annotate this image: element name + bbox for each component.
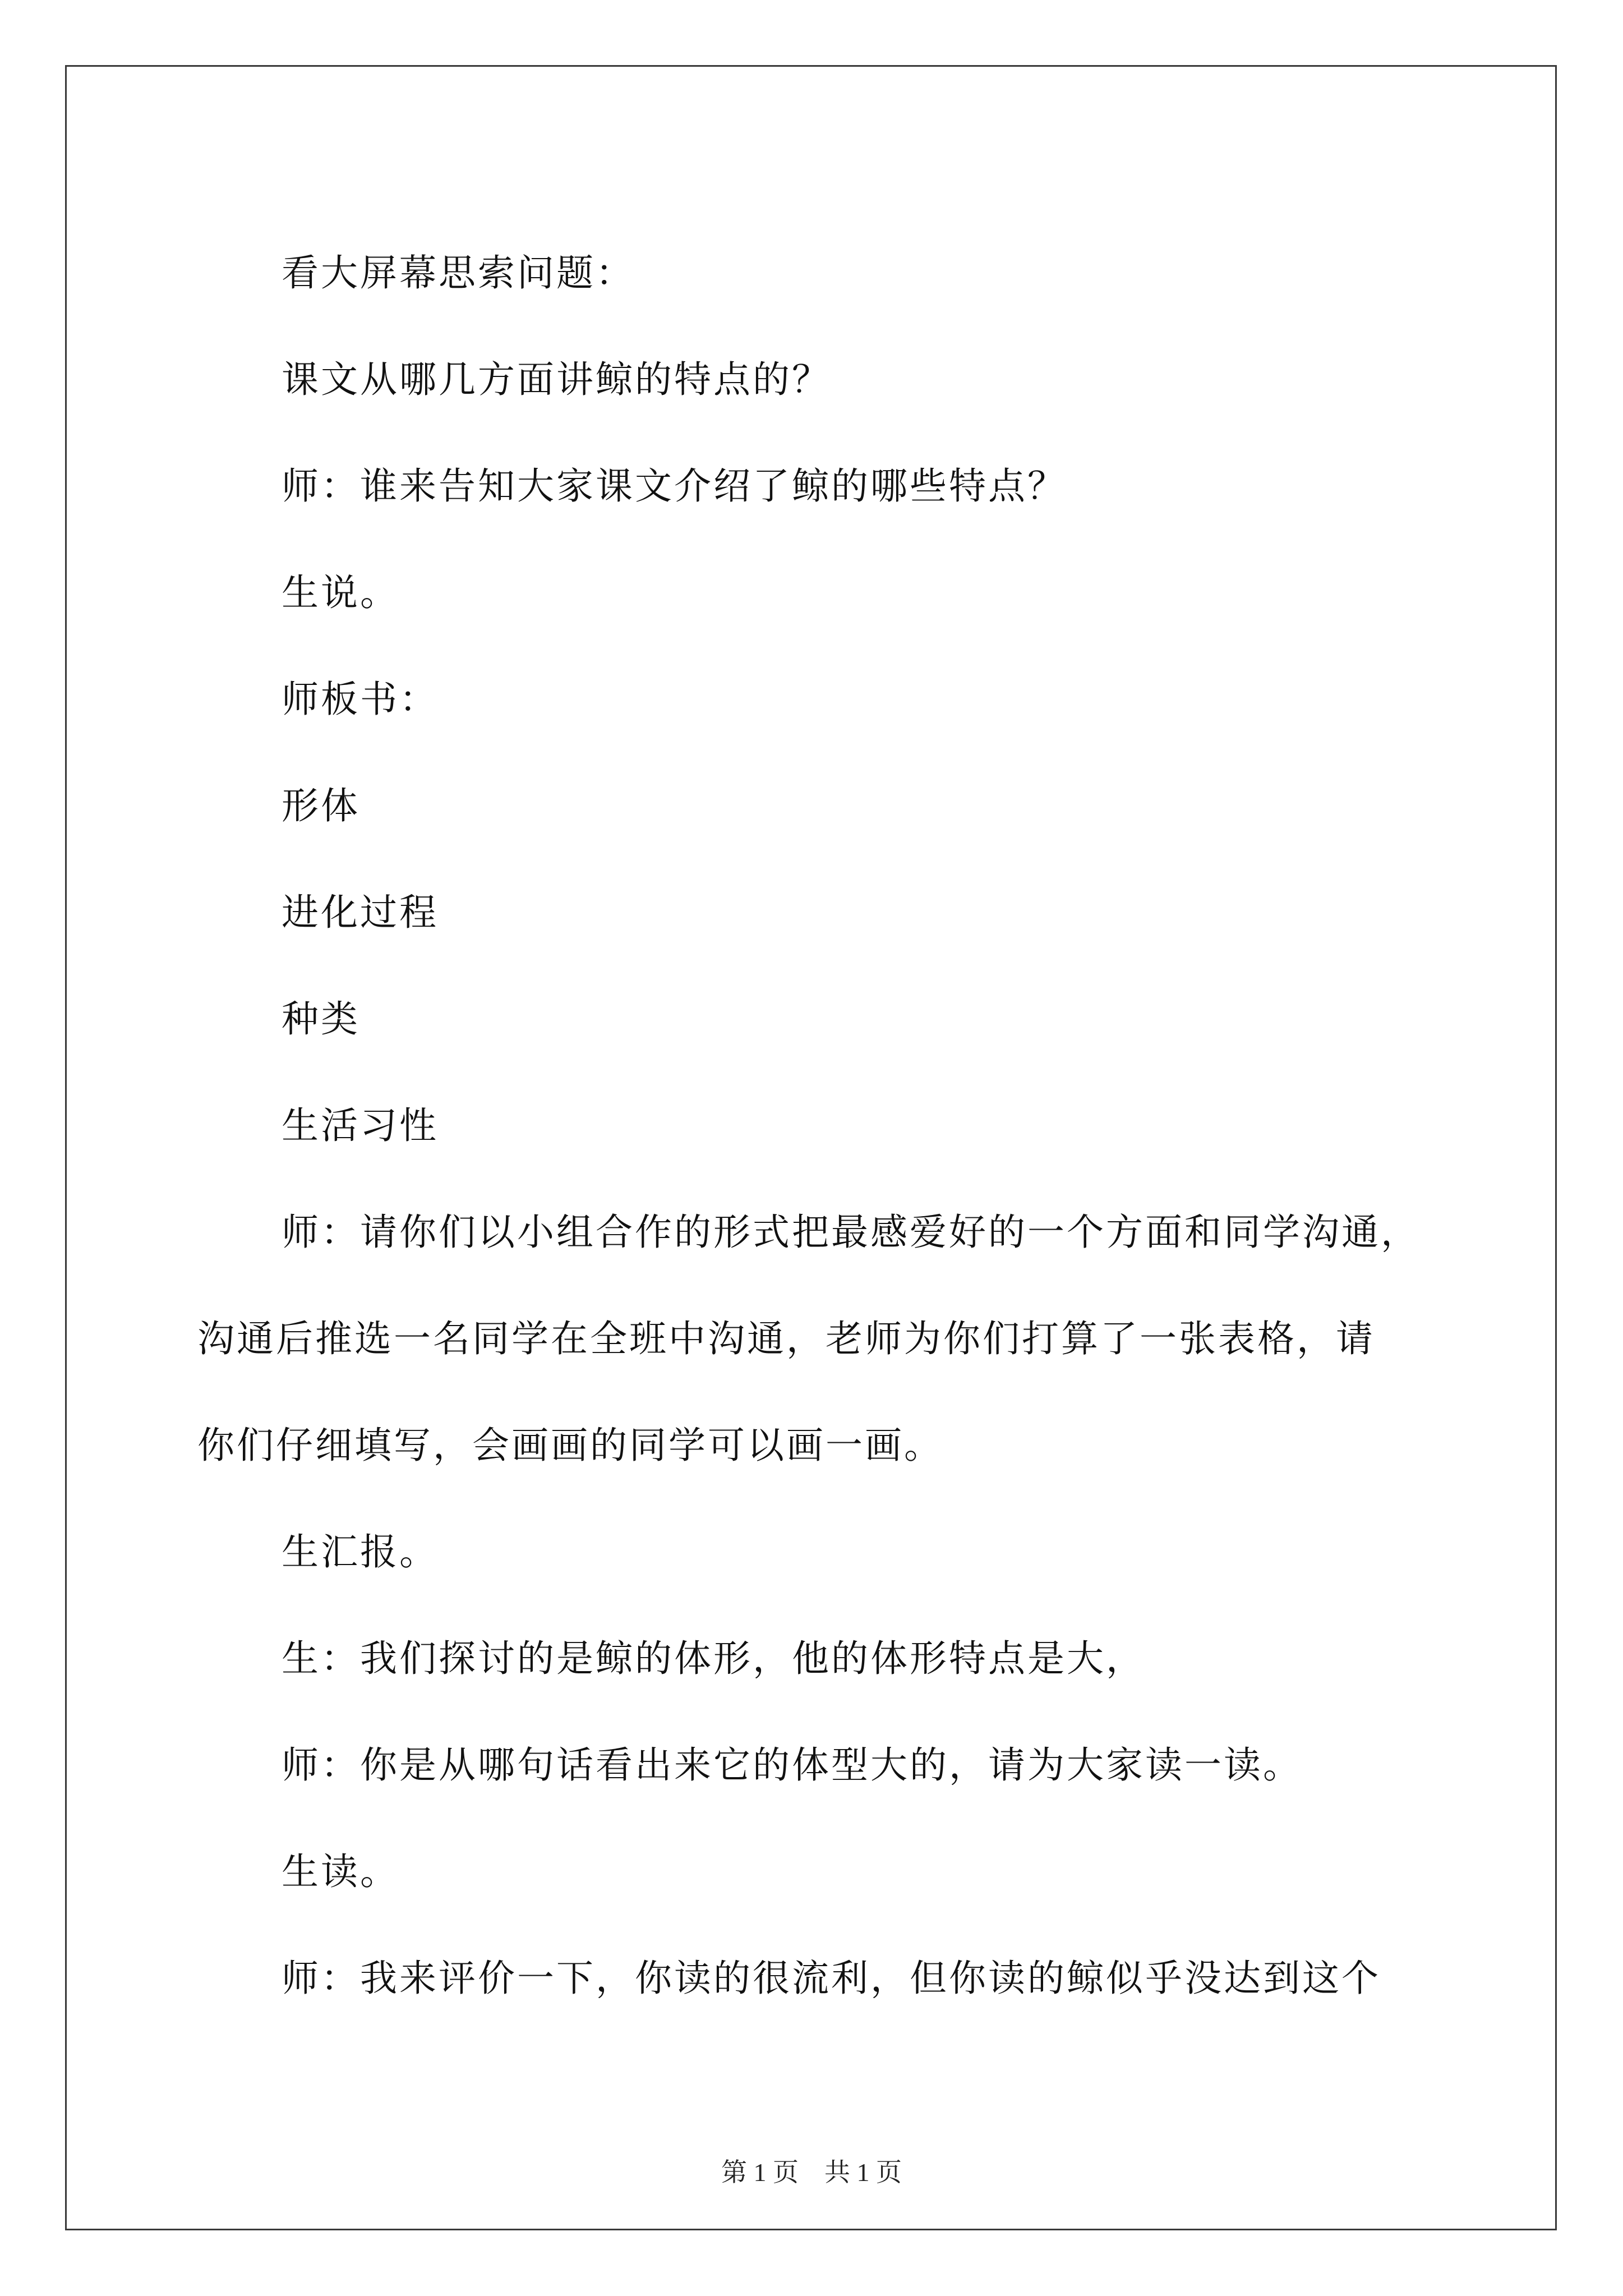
paragraph: 师：你是从哪句话看出来它的体型大的，请为大家读一读。	[282, 1743, 1302, 1787]
page-footer	[0, 2152, 1623, 2189]
paragraph: 生说。	[282, 571, 399, 614]
page-total: 共 1 页	[824, 2158, 902, 2187]
paragraph: 师：谁来告知大家课文介绍了鲸的哪些特点？	[282, 464, 1067, 508]
paragraph: 师：请你们以小组合作的形式把最感爱好的一个方面和同学沟通，	[282, 1211, 1420, 1254]
paragraph: 看大屏幕思索问题：	[282, 251, 635, 295]
paragraph: 师：我来评价一下，你读的很流利，但你读的鲸似乎没达到这个	[282, 1957, 1381, 2000]
paragraph: 课文从哪几方面讲鲸的特点的？	[282, 358, 831, 401]
paragraph: 生汇报。	[282, 1530, 439, 1573]
paragraph: 种类	[282, 997, 360, 1041]
paragraph: 生读。	[282, 1850, 399, 1893]
paragraph: 进化过程	[282, 891, 439, 934]
page-number: 第 1 页	[721, 2158, 799, 2187]
paragraph: 形体	[282, 784, 360, 827]
paragraph-continuation: 你们仔细填写，会画画的同学可以画一画。	[197, 1424, 943, 1467]
paragraph: 生：我们探讨的是鲸的体形，他的体形特点是大，	[282, 1637, 1145, 1680]
paragraph: 生活习性	[282, 1104, 439, 1147]
paragraph: 师板书：	[282, 678, 439, 721]
paragraph-continuation: 沟通后推选一名同学在全班中沟通，老师为你们打算了一张表格，请	[197, 1317, 1375, 1360]
document-body	[197, 220, 1482, 2032]
